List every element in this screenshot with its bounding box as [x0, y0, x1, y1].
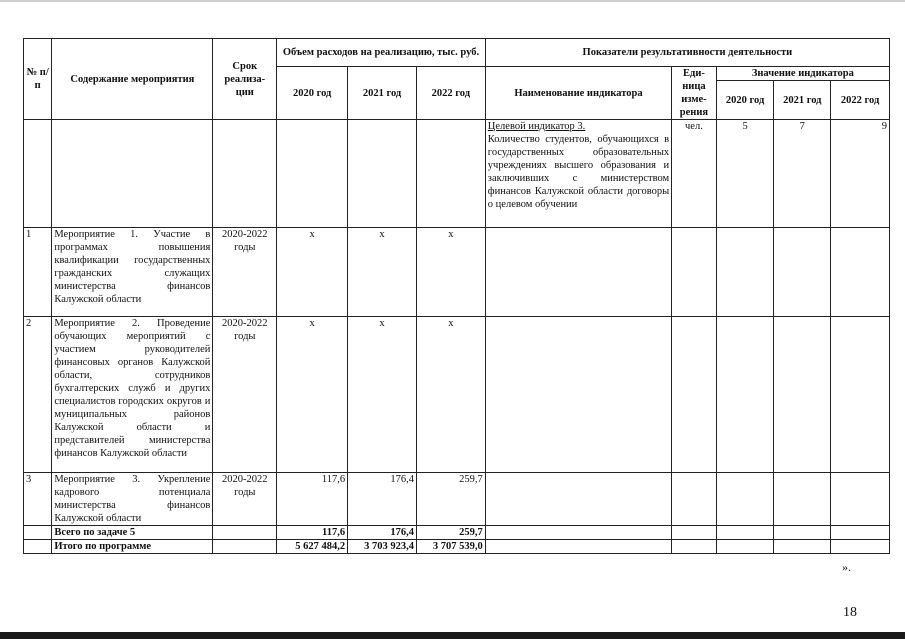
- header-num: № п/п: [24, 39, 52, 120]
- event-expense-2022: x: [416, 228, 485, 317]
- scan-top-edge: [0, 0, 905, 2]
- header-term: Срок реализа-ции: [213, 39, 277, 120]
- event-num: 1: [24, 228, 52, 317]
- task-total-row: [24, 526, 890, 540]
- event-content: Мероприятие 2. Проведение обучающих мероприятий с участием руководителей финансовых органов Калужской области, сотрудников бухгалтерских служб и других специалистов городских округов и муниципальных районов Калужской области и представителей министерства финансов Калужской области: [52, 317, 213, 473]
- header-year-2021: 2021 год: [348, 67, 417, 120]
- header-value-2022: 2022 год: [831, 81, 890, 120]
- task-total-2021: 176,4: [348, 526, 417, 540]
- program-total-row: [24, 540, 890, 554]
- header-unit: Еди-ница изме-рения: [672, 67, 717, 120]
- event-expense-2021: x: [348, 317, 417, 473]
- indicator-row: [24, 120, 890, 228]
- scan-bottom-edge: [0, 632, 905, 639]
- program-total-label: Итого по программе: [52, 540, 213, 554]
- program-total-2021: 3 703 923,4: [348, 540, 417, 554]
- header-year-2022: 2022 год: [416, 67, 485, 120]
- header-value-2021: 2021 год: [774, 81, 831, 120]
- header-expenses: Объем расходов на реализацию, тыс. руб.: [277, 39, 486, 67]
- event-term: 2020-2022 годы: [213, 473, 277, 526]
- event-content: Мероприятие 1. Участие в программах повышения квалификации государственных гражданских служащих министерства финансов Калужской области: [52, 228, 213, 317]
- header-row-1: [24, 39, 890, 67]
- event-term: 2020-2022 годы: [213, 317, 277, 473]
- header-value-2020: 2020 год: [716, 81, 774, 120]
- page-number: 18: [843, 605, 857, 620]
- header-indicators: Показатели результативности деятельности: [485, 39, 889, 67]
- event-expense-2020: 117,6: [277, 473, 348, 526]
- event-term: 2020-2022 годы: [213, 228, 277, 317]
- event-expense-2021: 176,4: [348, 473, 417, 526]
- event-expense-2020: x: [277, 228, 348, 317]
- event-num: 2: [24, 317, 52, 473]
- program-budget-table: [23, 38, 890, 554]
- indicator-text: Количество студентов, обучающихся в государственных образовательных учреждениях высшего образования и заключивших с министерством финансов Калужской области договоры о целевом обучении: [487, 134, 670, 210]
- event-content: Мероприятие 3. Укрепление кадрового потенциала министерства финансов Калужской области: [52, 473, 213, 526]
- closing-quote-mark: ».: [842, 560, 851, 574]
- indicator-name-cell: [485, 120, 671, 228]
- event-row-3: [24, 473, 890, 526]
- event-expense-2022: x: [416, 317, 485, 473]
- header-indicator-name: Наименование индикатора: [485, 67, 671, 120]
- indicator-unit: чел.: [672, 120, 717, 228]
- event-expense-2022: 259,7: [416, 473, 485, 526]
- event-row-2: [24, 317, 890, 473]
- header-year-2020: 2020 год: [277, 67, 348, 120]
- event-row-1: [24, 228, 890, 317]
- task-total-label: Всего по задаче 5: [52, 526, 213, 540]
- header-content: Содержание мероприятия: [52, 39, 213, 120]
- indicator-value-2021: 7: [774, 120, 831, 228]
- program-total-2022: 3 707 539,0: [416, 540, 485, 554]
- program-total-2020: 5 627 484,2: [277, 540, 348, 554]
- task-total-2020: 117,6: [277, 526, 348, 540]
- event-num: 3: [24, 473, 52, 526]
- header-indicator-value: Значение индикатора: [716, 67, 889, 81]
- event-expense-2021: x: [348, 228, 417, 317]
- indicator-title: Целевой индикатор 3.: [487, 121, 586, 132]
- event-expense-2020: x: [277, 317, 348, 473]
- task-total-2022: 259,7: [416, 526, 485, 540]
- indicator-value-2020: 5: [716, 120, 774, 228]
- indicator-value-2022: 9: [831, 120, 890, 228]
